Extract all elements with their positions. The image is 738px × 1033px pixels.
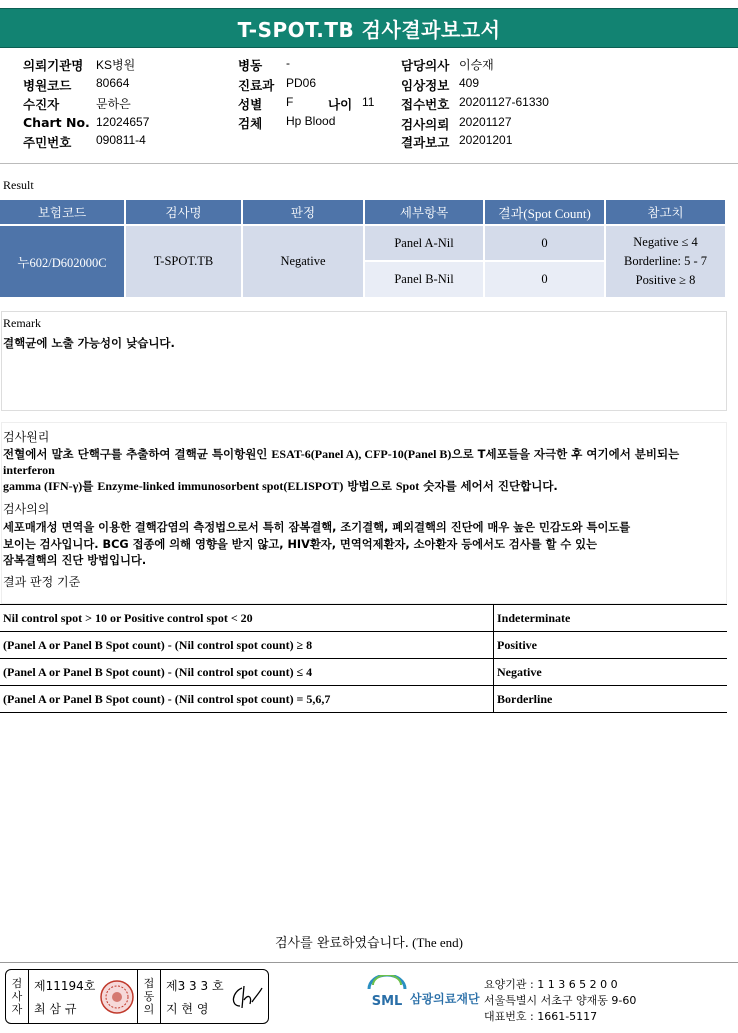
count-panel-b: 0: [485, 262, 604, 297]
header-insurance-code: 보험코드: [0, 200, 124, 224]
reference-negative: Negative ≤ 4: [633, 235, 698, 249]
significance-line3: 잠복결핵의 진단 방법입니다.: [3, 554, 147, 567]
criteria-condition: (Panel A or Panel B Spot count) - (Nil control spot count) ≥ 8: [3, 637, 313, 652]
resident-no-label: 주민번호: [23, 135, 72, 150]
criteria-condition: Nil control spot > 10 or Positive control spot < 20: [3, 610, 253, 625]
criteria-table: [0, 604, 727, 706]
chart-no-label: Chart No.: [23, 115, 90, 130]
seal-icon: [99, 978, 135, 1016]
hospital-code-value: 80664: [96, 76, 130, 90]
remark-box: [1, 311, 727, 411]
header-detail: 세부항목: [365, 200, 483, 224]
patient-value: 문하은: [96, 97, 131, 111]
reference-cell: [606, 226, 725, 297]
criteria-label: 결과 판정 기준: [3, 575, 81, 589]
inspector-name: 최 삼 규: [34, 1002, 77, 1016]
receipt-no-label: 접수번호: [401, 97, 450, 112]
age-label: 나이: [328, 97, 353, 112]
significance-line2: 보이는 검사입니다. BCG 접종에 의해 영향을 받지 않고, HIV환자, 면역억제환자, 소아환자 등에서도 검사를 할 수 있는: [3, 538, 597, 551]
request-date-label: 검사의뢰: [401, 117, 450, 132]
criteria-condition: (Panel A or Panel B Spot count) - (Nil control spot count) ≤ 4: [3, 664, 313, 679]
significance-label: 검사의의: [3, 502, 50, 516]
hospital-code-label: 병원코드: [23, 78, 72, 93]
reference-positive: Positive ≥ 8: [635, 273, 696, 287]
count-panel-a: 0: [485, 226, 604, 260]
specimen-value: Hp Blood: [286, 114, 336, 128]
remark-label: Remark: [3, 316, 41, 330]
end-message: 검사를 완료하였습니다. (The end): [275, 935, 463, 951]
criteria-row: [0, 632, 727, 659]
header-spot-count: 결과(Spot Count): [485, 200, 604, 224]
judgement-cell: Negative: [243, 226, 363, 297]
principle-line2: interferon: [3, 463, 55, 477]
department-value: PD06: [286, 76, 317, 90]
org-address: 서울특별시 서초구 양재동 9-60: [484, 994, 637, 1007]
criteria-result: Borderline: [497, 691, 553, 706]
result-section-label: Result: [3, 178, 34, 192]
info-divider: [0, 163, 738, 164]
significance-line1: 세포매개성 면역을 이용한 결핵감염의 측정법으로서 특히 잠복결핵, 조기결핵, 폐외결핵의 진단에 매우 높은 민감도와 특이도를: [3, 521, 631, 534]
inspector-license: 제11194호: [34, 979, 96, 993]
inspector-label: 검 사 자: [11, 977, 23, 1016]
detail-panel-b: Panel B-Nil: [365, 262, 483, 297]
principle-line1: 전혈에서 말초 단핵구를 추출하여 결핵균 특이항원인 ESAT-6(Panel A), CFP-10(Panel B)으로 T세포들을 자극한 후 여기에서 분비되는: [3, 447, 680, 461]
doctor-value: 이승재: [459, 58, 494, 72]
footer-divider: [0, 962, 738, 963]
criteria-result: Negative: [497, 664, 542, 679]
criteria-row: [0, 605, 727, 632]
org-code: 요양기관 : 1 1 3 6 5 2 0 0: [484, 978, 618, 991]
report-date-value: 20201201: [459, 133, 513, 147]
doctor-label: 담당의사: [401, 58, 450, 73]
chart-no-value: 12024657: [96, 115, 150, 129]
reference-borderline: Borderline: 5 - 7: [624, 254, 707, 268]
org-phone: 대표번호 : 1661-5117: [484, 1010, 598, 1023]
report-title: T-SPOT.TB 검사결과보고서: [0, 8, 738, 48]
sml-logo-icon: [365, 975, 409, 1015]
clinical-info-value: 409: [459, 76, 480, 90]
criteria-row: [0, 659, 727, 686]
ward-value: -: [286, 56, 290, 70]
sml-logo-text: SML: [371, 994, 403, 1009]
test-name-cell: T-SPOT.TB: [126, 226, 241, 297]
ward-label: 병동: [238, 58, 263, 73]
confirmer-name: 지 현 영: [166, 1002, 209, 1016]
confirmer-license: 제3 3 3 호: [166, 979, 224, 993]
age-value: 11: [362, 95, 375, 109]
sex-value: F: [286, 95, 294, 109]
insurance-code-cell: 누602/D602000C: [0, 226, 124, 297]
criteria-result: Indeterminate: [497, 610, 571, 625]
receipt-no-value: 20201127-61330: [459, 95, 549, 109]
detail-panel-a: Panel A-Nil: [365, 226, 483, 260]
header-test-name: 검사명: [126, 200, 241, 224]
signature-icon: [228, 982, 264, 1012]
principle-line3: gamma (IFN-γ)를 Enzyme-linked immunosorbent spot(ELISPOT) 방법으로 Spot 숫자를 세어서 진단합니다.: [3, 479, 558, 493]
header-judgement: 판정: [243, 200, 363, 224]
patient-label: 수진자: [23, 97, 60, 112]
criteria-row: [0, 686, 727, 713]
criteria-condition: (Panel A or Panel B Spot count) - (Nil control spot count) = 5,6,7: [3, 691, 331, 706]
sex-label: 성별: [238, 97, 263, 112]
remark-text: 결핵균에 노출 가능성이 낮습니다.: [3, 336, 175, 350]
hospital-name-label: 의뢰기관명: [23, 58, 84, 73]
specimen-label: 검체: [238, 116, 263, 131]
resident-no-value: 090811-4: [96, 133, 146, 147]
request-date-value: 20201127: [459, 115, 512, 129]
criteria-result: Positive: [497, 637, 537, 652]
clinical-info-label: 임상정보: [401, 78, 450, 93]
org-info: [484, 977, 636, 1025]
principle-label: 검사원리: [3, 430, 50, 444]
header-reference: 참고치: [606, 200, 725, 224]
department-label: 진료과: [238, 78, 275, 93]
confirmer-label: 접 동 의: [143, 977, 155, 1016]
org-name: 삼광의료재단: [410, 992, 480, 1006]
hospital-name-value: KS병원: [96, 58, 136, 72]
signature-box: [5, 969, 269, 1024]
report-date-label: 결과보고: [401, 135, 450, 150]
